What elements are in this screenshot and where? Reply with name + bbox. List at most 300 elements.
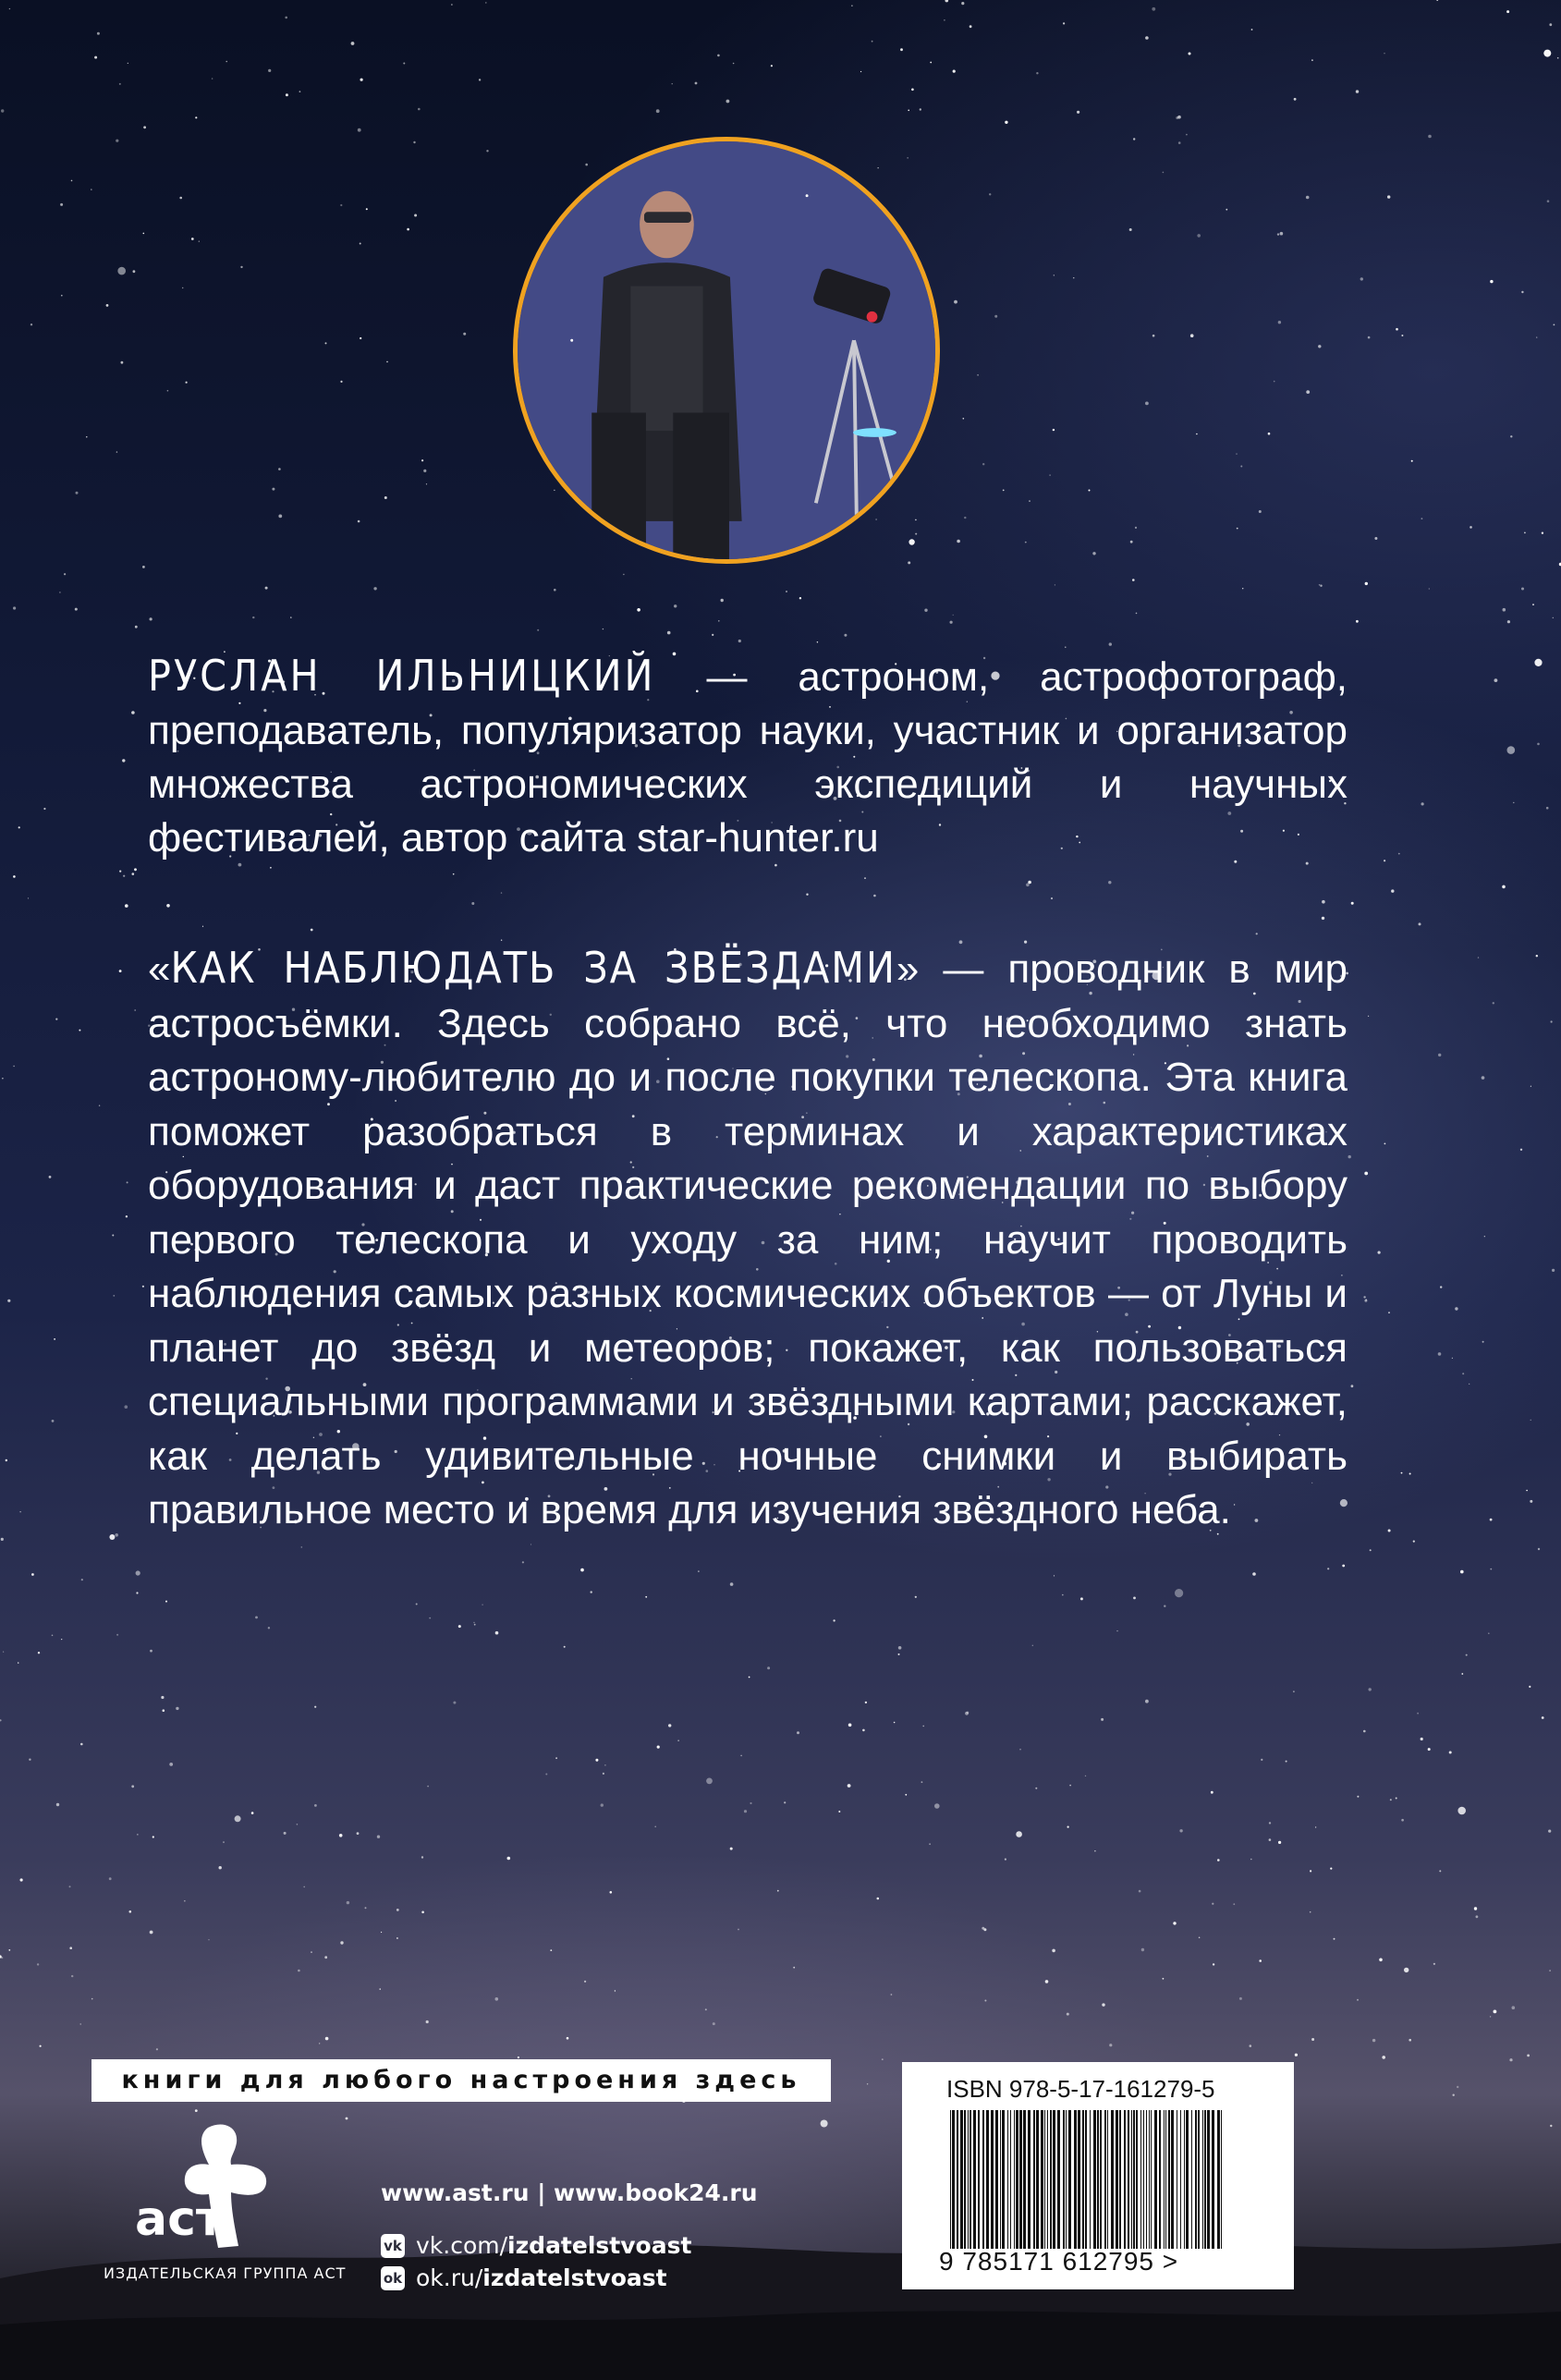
barcode	[950, 2110, 1227, 2249]
star	[1428, 1748, 1431, 1751]
star	[740, 1755, 742, 1757]
barcode-bar	[1082, 2110, 1084, 2249]
star	[340, 204, 342, 206]
star	[97, 32, 100, 35]
star	[301, 1546, 303, 1548]
star	[360, 337, 361, 339]
star	[654, 1826, 656, 1828]
star	[458, 1625, 461, 1628]
barcode-bar	[978, 2110, 980, 2249]
star	[69, 1947, 72, 1949]
star	[878, 167, 879, 168]
star	[56, 1803, 59, 1806]
star	[1404, 1968, 1409, 1972]
star	[1374, 537, 1377, 540]
star	[136, 1570, 140, 1575]
star	[286, 93, 288, 96]
star	[1226, 209, 1227, 211]
star	[150, 1650, 152, 1653]
star	[272, 488, 274, 491]
barcode-bar	[1204, 2110, 1206, 2249]
star	[60, 203, 63, 206]
star	[223, 1841, 225, 1843]
book-description-text: — проводник в мир астросъёмки. Здесь собрано всё, что необходимо знать астроному-любителю до и после покупки телескопа. Эта книга поможет разобраться в терминах и характеристиках оборудования и даст практические рекомендации по выбору первого телескопа и уходу за ним; научит проводить наблюдения самых разных космических объектов — от Луны и планет до звёзд и метеоров; покажет, как пользоваться специальными программами и звёздными картами; расскажет, как делать удивительные ночные снимки и выбирать правильное место и время для изучения звёздного неба.	[148, 946, 1348, 1532]
star	[1045, 1980, 1049, 1983]
star	[677, 1740, 678, 1741]
star	[1507, 746, 1516, 754]
barcode-bar	[986, 2110, 989, 2249]
star	[1470, 526, 1472, 529]
star	[580, 1568, 584, 1572]
star	[657, 1746, 660, 1749]
star	[877, 1898, 880, 1900]
barcode-bar	[964, 2110, 966, 2249]
star	[1413, 1541, 1415, 1543]
star	[705, 2008, 707, 2010]
star	[303, 1886, 305, 1888]
star	[844, 634, 847, 637]
star	[136, 1592, 138, 1593]
star	[749, 1677, 750, 1678]
ok-handle: izdatelstvoast	[482, 2264, 667, 2291]
star	[1130, 541, 1133, 543]
star	[1474, 1907, 1477, 1910]
star	[1550, 2125, 1552, 2127]
star	[76, 492, 79, 494]
barcode-bar	[1159, 2110, 1161, 2249]
barcode-bar	[1078, 2110, 1080, 2249]
star	[52, 1635, 54, 1637]
star	[1398, 853, 1400, 855]
star	[1417, 1713, 1419, 1715]
star	[915, 533, 917, 535]
star	[718, 620, 720, 622]
star	[161, 1696, 164, 1699]
star	[726, 100, 730, 104]
star	[357, 1832, 360, 1835]
star	[1145, 36, 1149, 40]
star	[1028, 881, 1031, 885]
star	[1310, 1911, 1311, 1913]
star	[994, 315, 997, 318]
star	[1019, 1749, 1021, 1751]
barcode-bar	[1068, 2110, 1071, 2249]
barcode-bar	[1053, 2110, 1055, 2249]
star	[325, 342, 327, 344]
star	[71, 180, 73, 182]
star	[179, 197, 182, 200]
star	[1421, 1738, 1423, 1740]
star	[1109, 642, 1112, 645]
star	[1357, 1796, 1359, 1798]
star	[984, 2000, 986, 2002]
star	[908, 110, 909, 112]
ok-link[interactable]	[381, 2264, 667, 2291]
star	[1152, 7, 1155, 11]
star	[366, 208, 368, 210]
barcode-bar	[1002, 2110, 1005, 2249]
star	[169, 1763, 173, 1766]
star	[1379, 1959, 1383, 1962]
barcode-bar	[1063, 2110, 1065, 2249]
star	[1067, 2013, 1069, 2016]
star	[767, 1666, 770, 1669]
barcode-bar	[1133, 2110, 1135, 2249]
open-quote: «	[148, 946, 171, 992]
star	[905, 1794, 907, 1796]
star	[1032, 1645, 1033, 1646]
star	[117, 267, 126, 275]
star	[360, 243, 361, 245]
star	[143, 126, 146, 128]
star	[474, 1624, 476, 1626]
star	[1529, 1686, 1531, 1688]
star	[1250, 1859, 1252, 1861]
star	[182, 287, 183, 288]
star	[584, 1981, 586, 1983]
star	[43, 808, 45, 810]
star	[479, 79, 481, 80]
barcode-bar	[1016, 2110, 1018, 2249]
book-title: КАК НАБЛЮДАТЬ ЗА ЗВЁЗДАМИ	[170, 943, 896, 993]
star	[1521, 291, 1523, 293]
vk-prefix: vk.com/	[416, 2232, 508, 2259]
star	[1494, 678, 1498, 682]
star	[7, 1300, 10, 1302]
star	[106, 304, 109, 307]
star	[426, 483, 427, 484]
barcode-bar	[1164, 2110, 1165, 2249]
star	[1005, 1859, 1006, 1861]
star	[1365, 582, 1368, 585]
vk-handle: izdatelstvoast	[507, 2232, 692, 2259]
star	[133, 270, 136, 273]
star	[934, 1803, 940, 1809]
star	[116, 140, 118, 142]
star	[219, 1866, 222, 1869]
ok-prefix: ok.ru/	[416, 2264, 483, 2291]
star	[1080, 1597, 1083, 1600]
star	[156, 2048, 158, 2050]
barcode-bar	[1116, 2110, 1118, 2249]
barcode-bar	[1100, 2110, 1102, 2249]
star	[637, 608, 640, 612]
star	[1029, 500, 1030, 501]
star	[426, 2020, 429, 2023]
star	[1538, 1548, 1540, 1550]
barcode-bar	[1033, 2110, 1035, 2249]
star	[1242, 588, 1243, 589]
star	[278, 468, 281, 470]
star	[407, 228, 409, 231]
star	[1493, 1002, 1494, 1004]
star	[473, 1622, 474, 1623]
isbn-number: ISBN 978-5-17-161279-5	[946, 2075, 1215, 2103]
star	[945, 0, 949, 2]
star	[59, 592, 61, 593]
star	[920, 108, 921, 110]
star	[1490, 280, 1493, 283]
star	[1320, 585, 1322, 587]
star	[656, 109, 660, 113]
star	[79, 1030, 80, 1031]
barcode-bar	[1124, 2110, 1126, 2249]
barcode-bar	[991, 2110, 994, 2249]
star	[71, 1975, 73, 1977]
star	[961, 2, 964, 5]
barcode-bar	[1131, 2110, 1132, 2249]
star	[1421, 802, 1424, 805]
barcode-bar	[968, 2110, 969, 2249]
star	[1384, 860, 1385, 861]
star	[340, 381, 342, 383]
star	[1261, 1759, 1262, 1761]
barcode-bar	[1111, 2110, 1114, 2249]
star	[314, 1706, 316, 1708]
star	[240, 266, 242, 268]
star	[793, 1967, 795, 1969]
publisher-websites[interactable]: www.ast.ru | www.book24.ru	[381, 2179, 758, 2206]
star	[340, 1941, 343, 1944]
star	[706, 1778, 713, 1785]
star	[1102, 2003, 1104, 2006]
star	[471, 902, 474, 905]
star	[1189, 53, 1191, 55]
star	[49, 1176, 52, 1178]
barcode-bar	[1041, 2110, 1043, 2249]
star	[1190, 334, 1194, 337]
star	[115, 1533, 118, 1537]
star	[1136, 613, 1138, 615]
star	[1396, 328, 1398, 331]
star	[1524, 532, 1526, 534]
star	[1476, 1915, 1479, 1918]
star	[1094, 1850, 1095, 1851]
star	[270, 867, 272, 869]
barcode-bar	[1128, 2110, 1129, 2249]
star	[143, 233, 145, 235]
logo-wordmark: аст	[135, 2191, 225, 2247]
barcode-bar	[1000, 2110, 1001, 2249]
star	[1356, 90, 1359, 92]
star	[319, 2043, 320, 2044]
star	[1342, 1565, 1345, 1568]
barcode-bar	[995, 2110, 998, 2249]
star	[983, 1928, 986, 1931]
star	[545, 1774, 547, 1776]
star	[1330, 1868, 1332, 1870]
star	[1457, 2086, 1458, 2088]
star	[1067, 1826, 1069, 1828]
star	[8, 1949, 10, 1951]
star	[134, 868, 137, 871]
star	[451, 4, 453, 6]
star	[982, 463, 984, 465]
star	[1294, 98, 1297, 101]
star	[908, 157, 909, 158]
star	[1390, 1799, 1392, 1800]
star	[610, 1891, 613, 1894]
barcode-bar	[950, 2110, 951, 2249]
star	[80, 1743, 83, 1746]
star	[119, 871, 121, 873]
star	[299, 91, 301, 92]
star	[1363, 1296, 1365, 1298]
star	[821, 2120, 828, 2128]
barcode-bar	[1010, 2110, 1011, 2249]
star	[1, 109, 4, 112]
star	[3, 1652, 4, 1653]
star	[1049, 474, 1051, 476]
star	[414, 214, 417, 217]
star	[1177, 116, 1181, 119]
barcode-bar	[1007, 2110, 1008, 2249]
star	[1557, 57, 1559, 59]
star	[1295, 2054, 1298, 2057]
star	[1069, 1785, 1071, 1787]
star	[554, 490, 555, 491]
vk-link[interactable]	[381, 2232, 691, 2259]
star	[1240, 466, 1242, 468]
star	[1372, 2039, 1375, 2042]
star	[150, 617, 152, 620]
star	[730, 1582, 734, 1586]
star	[1327, 1568, 1329, 1569]
star	[1536, 336, 1537, 337]
star	[134, 1009, 136, 1011]
star	[166, 904, 170, 908]
star	[325, 2037, 329, 2041]
barcode-bar	[1050, 2110, 1052, 2249]
star	[1384, 1143, 1386, 1145]
barcode-bar	[1165, 2110, 1166, 2249]
star	[1196, 433, 1198, 435]
star	[1035, 1788, 1037, 1789]
star	[1101, 1718, 1104, 1721]
star	[202, 926, 203, 927]
star	[1510, 435, 1512, 437]
star	[1003, 490, 1005, 492]
star	[848, 1784, 851, 1788]
star	[1280, 232, 1284, 236]
star	[1251, 29, 1253, 31]
star	[1063, 22, 1065, 24]
star	[1175, 1589, 1183, 1597]
star	[150, 1931, 153, 1935]
star	[909, 539, 914, 544]
star	[1411, 460, 1413, 462]
star	[360, 79, 363, 81]
star	[418, 108, 421, 111]
star	[1433, 1963, 1435, 1965]
star	[970, 25, 972, 28]
barcode-bar	[960, 2110, 963, 2249]
star	[922, 1726, 924, 1727]
star	[453, 873, 455, 875]
star	[1212, 1903, 1213, 1905]
star	[1391, 889, 1394, 892]
star	[1364, 1300, 1367, 1302]
star	[1036, 72, 1038, 74]
star	[645, 1596, 647, 1598]
star	[91, 189, 92, 190]
star	[1133, 138, 1135, 140]
star	[1369, 1688, 1372, 1690]
star	[351, 42, 355, 45]
star	[1334, 1938, 1335, 1940]
star	[695, 82, 698, 85]
star	[674, 604, 677, 607]
star	[29, 1759, 30, 1761]
star	[427, 1786, 429, 1788]
star	[126, 1215, 128, 1217]
star	[413, 141, 415, 143]
barcode-bar	[1097, 2110, 1099, 2249]
star	[953, 70, 956, 73]
star	[91, 1998, 93, 2000]
star	[1133, 1597, 1136, 1600]
star	[1025, 542, 1027, 543]
star	[1259, 510, 1262, 513]
barcode-bar	[1090, 2110, 1091, 2249]
star	[1286, 1761, 1287, 1763]
star	[1164, 1605, 1165, 1607]
star	[1310, 1870, 1311, 1872]
star	[396, 1937, 398, 1939]
star	[957, 540, 960, 543]
star	[20, 1878, 23, 1881]
star	[797, 1731, 799, 1734]
star	[1026, 884, 1030, 887]
barcode-bar	[1154, 2110, 1157, 2249]
barcode-bar	[1085, 2110, 1087, 2249]
star	[1512, 2006, 1516, 2009]
star	[911, 89, 914, 92]
star	[507, 1857, 511, 1861]
barcode-bar	[1140, 2110, 1141, 2249]
star	[251, 1812, 254, 1814]
star	[1311, 2038, 1314, 2041]
star	[1488, 1632, 1490, 1634]
barcode-bar	[1023, 2110, 1026, 2249]
star	[1357, 1999, 1359, 2001]
barcode-bar	[1014, 2110, 1015, 2249]
star	[623, 574, 624, 575]
star	[1233, 1903, 1235, 1905]
barcode-bar	[957, 2110, 958, 2249]
star	[137, 1834, 138, 1835]
star	[1348, 1155, 1351, 1158]
star	[311, 929, 313, 932]
star	[1089, 490, 1091, 492]
star	[1053, 429, 1055, 431]
star	[380, 1988, 381, 1989]
star	[268, 69, 271, 72]
star	[278, 515, 282, 519]
star	[163, 1709, 165, 1712]
star	[667, 631, 671, 635]
star	[199, 241, 200, 242]
barcode-bar	[1207, 2110, 1210, 2249]
star	[429, 1617, 431, 1619]
star	[54, 1338, 55, 1340]
star	[953, 615, 954, 616]
star	[771, 65, 773, 67]
star	[733, 63, 735, 65]
star	[13, 1066, 14, 1067]
star	[121, 361, 124, 364]
star	[1179, 1829, 1182, 1832]
